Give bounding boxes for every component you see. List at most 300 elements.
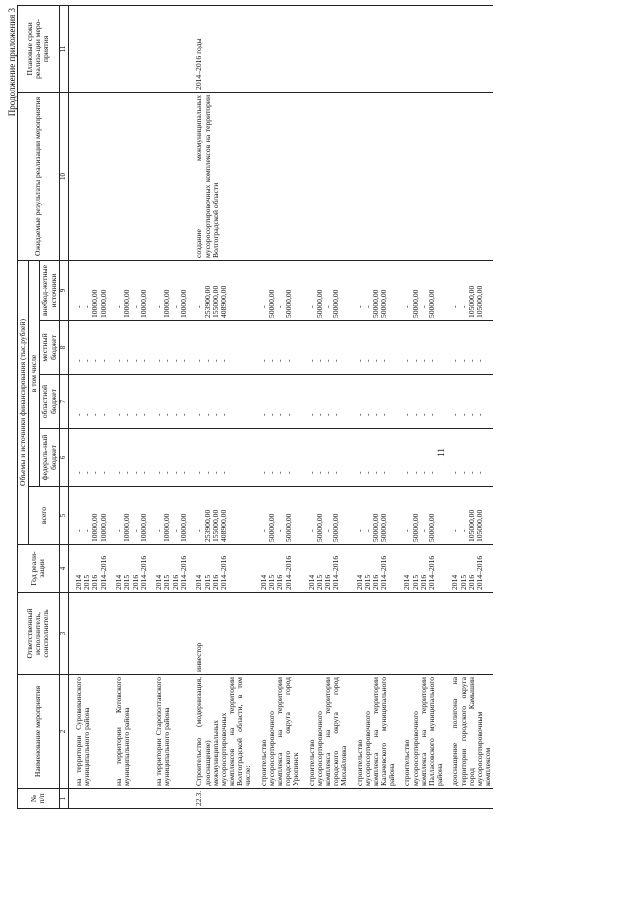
header-federal: федераль-ный бюджет <box>40 429 59 487</box>
row-regional <box>254 375 302 429</box>
row-extra-value: 50000,00 <box>331 289 341 318</box>
column-number: 4 <box>59 545 68 593</box>
row-local-value: - <box>331 359 341 362</box>
row-regional-value: - <box>138 413 148 416</box>
column-number: 7 <box>59 375 68 429</box>
table-row <box>109 5 149 808</box>
row-extra-value: 50000,00 <box>427 289 437 318</box>
row-number <box>302 789 350 809</box>
row-term <box>254 5 302 92</box>
row-federal-value: - <box>379 471 389 474</box>
row-extra <box>109 260 149 320</box>
row-total-value: 50000,00 <box>427 513 437 542</box>
row-federal-value: - <box>410 471 420 474</box>
row-extra-value: 50000,00 <box>379 289 389 318</box>
row-federal <box>254 429 302 487</box>
row-federal-value: - <box>162 471 172 474</box>
row-years-value: 2015 <box>458 574 468 590</box>
row-name: на территории Суровикинского муниципального района <box>68 675 109 789</box>
column-number: 9 <box>59 260 68 320</box>
column-number: 10 <box>59 92 68 260</box>
row-total-value: 50000,00 <box>379 513 389 542</box>
row-result: создание межмуниципальных мусоросортировочных комплексов на территории Волгоградской области <box>189 92 253 260</box>
header-volumes: Объемы и источники финансирования (тыс.рублей) <box>18 260 29 544</box>
row-regional <box>189 375 253 429</box>
row-name: на территории Старополтавского муниципального района <box>149 675 189 789</box>
row-total-value: 10000,00 <box>138 513 148 542</box>
row-years-value: 2014–2016 <box>98 555 108 590</box>
row-extra-value: - <box>362 305 372 308</box>
row-total-value: 10000,00 <box>162 513 172 542</box>
row-regional-value: - <box>362 413 372 416</box>
row-total-value: - <box>402 529 412 532</box>
row-name: на территории Котовского муниципального района <box>109 675 149 789</box>
row-local-value: - <box>458 359 468 362</box>
row-years-value: 2016 <box>210 574 220 590</box>
row-total <box>149 487 189 545</box>
row-extra <box>302 260 350 320</box>
row-years-value: 2014–2016 <box>138 555 148 590</box>
column-number: 5 <box>59 487 68 545</box>
row-years-value: 2014–2016 <box>219 555 229 590</box>
row-regional-value: - <box>314 413 324 416</box>
header-local: местный бюджет <box>40 321 59 375</box>
row-federal-value: - <box>362 471 372 474</box>
row-regional-value: - <box>130 413 140 416</box>
row-extra <box>445 260 493 320</box>
row-years-value: 2014–2016 <box>427 555 437 590</box>
row-years-value: 2014 <box>113 574 123 590</box>
row-extra-value: 10000,00 <box>122 289 132 318</box>
row-result <box>254 92 302 260</box>
row-local-value: - <box>275 359 285 362</box>
row-regional-value: - <box>82 413 92 416</box>
row-term: 2014–2016 годы <box>189 5 253 92</box>
row-federal-value: - <box>179 471 189 474</box>
row-local <box>397 321 445 375</box>
row-federal-value: - <box>475 471 485 474</box>
row-local-value: - <box>354 359 364 362</box>
row-federal-value: - <box>210 471 220 474</box>
row-federal-value: - <box>90 471 100 474</box>
row-total-value: 10000,00 <box>122 513 132 542</box>
row-total-value: - <box>419 529 429 532</box>
table-row <box>254 5 302 808</box>
row-responsible <box>350 593 398 675</box>
row-federal-value: - <box>371 471 381 474</box>
row-years-value: 2015 <box>82 574 92 590</box>
row-regional-value: - <box>427 413 437 416</box>
row-name: строительство мусоросортировочного комплекса на территории Палласовского муниципального района <box>397 675 445 789</box>
row-total-value: - <box>450 529 460 532</box>
row-years <box>254 545 302 593</box>
row-extra-value: 155000,00 <box>210 285 220 318</box>
row-local-value: - <box>371 359 381 362</box>
row-extra-value: - <box>113 305 123 308</box>
row-federal <box>350 429 398 487</box>
row-total <box>189 487 253 545</box>
row-local <box>254 321 302 375</box>
row-regional-value: - <box>458 413 468 416</box>
row-total-value: - <box>73 529 83 532</box>
row-total-value: - <box>275 529 285 532</box>
row-result <box>149 92 189 260</box>
row-extra <box>350 260 398 320</box>
row-responsible <box>149 593 189 675</box>
row-term <box>68 5 109 92</box>
row-extra-value: - <box>194 305 204 308</box>
row-federal-value: - <box>419 471 429 474</box>
row-responsible: инвестор <box>189 593 253 675</box>
row-regional-value: - <box>202 413 212 416</box>
row-local-value: - <box>219 359 229 362</box>
row-name: строительство мусоросортировочного комплекса на территории городского округа город Михайловка <box>302 675 350 789</box>
row-regional-value: - <box>371 413 381 416</box>
row-federal <box>109 429 149 487</box>
row-years-value: 2016 <box>275 574 285 590</box>
row-extra-value: 10000,00 <box>162 289 172 318</box>
row-result <box>302 92 350 260</box>
row-years-value: 2016 <box>466 574 476 590</box>
row-result <box>445 92 493 260</box>
row-local-value: - <box>419 359 429 362</box>
row-federal-value: - <box>458 471 468 474</box>
row-years-value: 2016 <box>170 574 180 590</box>
row-local-value: - <box>410 359 420 362</box>
row-years <box>68 545 109 593</box>
row-years-value: 2015 <box>314 574 324 590</box>
row-federal-value: - <box>314 471 324 474</box>
row-regional <box>350 375 398 429</box>
row-federal-value: - <box>202 471 212 474</box>
financing-table <box>17 5 493 809</box>
row-regional-value: - <box>419 413 429 416</box>
row-regional-value: - <box>410 413 420 416</box>
row-federal-value: - <box>113 471 123 474</box>
row-responsible <box>68 593 109 675</box>
row-regional-value: - <box>266 413 276 416</box>
row-federal-value: - <box>258 471 268 474</box>
row-total <box>109 487 149 545</box>
row-total-value: 10000,00 <box>179 513 189 542</box>
row-federal <box>149 429 189 487</box>
row-federal-value: - <box>130 471 140 474</box>
row-federal-value: - <box>450 471 460 474</box>
row-local-value: - <box>194 359 204 362</box>
row-regional <box>149 375 189 429</box>
table-row <box>149 5 189 808</box>
row-local-value: - <box>450 359 460 362</box>
column-number: 11 <box>59 5 68 92</box>
row-extra-value: 253900,00 <box>202 285 212 318</box>
row-extra-value: 10000,00 <box>179 289 189 318</box>
row-extra-value: - <box>170 305 180 308</box>
table-header <box>18 5 69 808</box>
row-years-value: 2014 <box>154 574 164 590</box>
row-federal-value: - <box>154 471 164 474</box>
row-federal-value: - <box>98 471 108 474</box>
row-number <box>350 789 398 809</box>
row-years-value: 2014–2016 <box>331 555 341 590</box>
row-extra-value: - <box>458 305 468 308</box>
column-number: 1 <box>59 789 68 809</box>
row-years <box>189 545 253 593</box>
row-federal <box>445 429 493 487</box>
row-extra-value: 105000,00 <box>466 285 476 318</box>
row-total <box>254 487 302 545</box>
row-total-value: - <box>258 529 268 532</box>
row-total <box>350 487 398 545</box>
row-local <box>302 321 350 375</box>
row-local <box>109 321 149 375</box>
row-regional-value: - <box>219 413 229 416</box>
header-incl: в том числе <box>29 260 40 486</box>
row-years-value: 2014 <box>402 574 412 590</box>
row-regional <box>302 375 350 429</box>
row-years-value: 2014 <box>354 574 364 590</box>
row-local-value: - <box>475 359 485 362</box>
row-total-value: 408900,00 <box>219 509 229 542</box>
row-extra-value: - <box>323 305 333 308</box>
row-years-value: 2014–2016 <box>475 555 485 590</box>
row-federal-value: - <box>402 471 412 474</box>
row-regional-value: - <box>122 413 132 416</box>
row-regional-value: - <box>275 413 285 416</box>
row-term <box>109 5 149 92</box>
row-federal-value: - <box>427 471 437 474</box>
row-number <box>149 789 189 809</box>
row-federal <box>68 429 109 487</box>
row-local-value: - <box>210 359 220 362</box>
row-regional-value: - <box>354 413 364 416</box>
row-regional-value: - <box>258 413 268 416</box>
row-result <box>109 92 149 260</box>
row-extra <box>189 260 253 320</box>
header-regional: областной бюджет <box>40 375 59 429</box>
row-total <box>397 487 445 545</box>
row-federal-value: - <box>354 471 364 474</box>
row-local-value: - <box>427 359 437 362</box>
row-years-value: 2014–2016 <box>283 555 293 590</box>
row-extra-value: 408900,00 <box>219 285 229 318</box>
row-responsible <box>254 593 302 675</box>
row-local-value: - <box>306 359 316 362</box>
row-regional-value: - <box>98 413 108 416</box>
row-local-value: - <box>283 359 293 362</box>
row-total-value: - <box>323 529 333 532</box>
row-federal-value: - <box>170 471 180 474</box>
row-local-value: - <box>402 359 412 362</box>
row-total-value: 50000,00 <box>266 513 276 542</box>
row-total-value: - <box>154 529 164 532</box>
row-years-value: 2014 <box>450 574 460 590</box>
row-local-value: - <box>98 359 108 362</box>
row-regional <box>445 375 493 429</box>
row-years-value: 2014–2016 <box>379 555 389 590</box>
row-federal-value: - <box>138 471 148 474</box>
row-total <box>445 487 493 545</box>
table-body <box>68 5 493 808</box>
row-years <box>445 545 493 593</box>
row-extra-value: 105000,00 <box>475 285 485 318</box>
row-years <box>302 545 350 593</box>
row-responsible <box>302 593 350 675</box>
table-row <box>350 5 398 808</box>
row-years-value: 2014–2016 <box>179 555 189 590</box>
row-number: 22.3. <box>189 789 253 809</box>
row-years-value: 2015 <box>122 574 132 590</box>
row-federal-value: - <box>73 471 83 474</box>
row-regional-value: - <box>210 413 220 416</box>
row-regional-value: - <box>306 413 316 416</box>
row-term <box>302 5 350 92</box>
row-regional <box>68 375 109 429</box>
row-total <box>302 487 350 545</box>
row-years-value: 2015 <box>362 574 372 590</box>
row-local-value: - <box>379 359 389 362</box>
row-name: строительство мусоросортировочного комплекса на территории городского округа город Урюпинск <box>254 675 302 789</box>
row-total-value: - <box>113 529 123 532</box>
row-federal-value: - <box>283 471 293 474</box>
column-number: 2 <box>59 675 68 789</box>
row-federal <box>189 429 253 487</box>
row-responsible <box>445 593 493 675</box>
page-number: 11 <box>436 448 446 457</box>
row-local <box>445 321 493 375</box>
row-federal-value: - <box>306 471 316 474</box>
row-federal-value: - <box>266 471 276 474</box>
row-extra-value: 10000,00 <box>98 289 108 318</box>
row-regional-value: - <box>379 413 389 416</box>
row-local-value: - <box>314 359 324 362</box>
row-total-value: 50000,00 <box>283 513 293 542</box>
row-extra-value: - <box>82 305 92 308</box>
row-years-value: 2015 <box>410 574 420 590</box>
row-years <box>109 545 149 593</box>
row-local-value: - <box>130 359 140 362</box>
row-total-value: 10000,00 <box>90 513 100 542</box>
row-regional-value: - <box>90 413 100 416</box>
row-extra-value: - <box>419 305 429 308</box>
row-local-value: - <box>154 359 164 362</box>
row-regional-value: - <box>402 413 412 416</box>
row-name: дооснащение полигона на территории городского округа город Камышин мусоросортировочным комплексом <box>445 675 493 789</box>
row-local-value: - <box>170 359 180 362</box>
row-extra-value: 10000,00 <box>90 289 100 318</box>
row-extra-value: 50000,00 <box>266 289 276 318</box>
header-no: № п/п <box>18 789 60 809</box>
row-regional <box>397 375 445 429</box>
row-years-value: 2014 <box>306 574 316 590</box>
row-years-value: 2016 <box>90 574 100 590</box>
header-year: Год реали-зации <box>18 545 60 593</box>
row-extra-value: 50000,00 <box>283 289 293 318</box>
row-total-value: - <box>170 529 180 532</box>
row-number <box>397 789 445 809</box>
row-total <box>68 487 109 545</box>
row-years <box>350 545 398 593</box>
row-extra-value: - <box>402 305 412 308</box>
row-local-value: - <box>323 359 333 362</box>
row-extra-value: - <box>275 305 285 308</box>
row-total-value: 50000,00 <box>331 513 341 542</box>
row-regional-value: - <box>113 413 123 416</box>
row-years-value: 2016 <box>419 574 429 590</box>
row-federal-value: - <box>323 471 333 474</box>
row-total-value: 10000,00 <box>98 513 108 542</box>
row-local <box>350 321 398 375</box>
row-total-value: - <box>306 529 316 532</box>
row-total-value: 253900,00 <box>202 509 212 542</box>
row-extra-value: 50000,00 <box>371 289 381 318</box>
column-numbers-row <box>59 5 68 808</box>
table-row <box>68 5 109 808</box>
row-local-value: - <box>73 359 83 362</box>
row-number <box>254 789 302 809</box>
row-extra-value: - <box>354 305 364 308</box>
table-row <box>397 5 445 808</box>
row-years-value: 2016 <box>323 574 333 590</box>
header-responsible: Ответственный исполнитель, соисполнитель <box>18 593 60 675</box>
row-extra-value: - <box>73 305 83 308</box>
row-federal-value: - <box>331 471 341 474</box>
row-federal-value: - <box>275 471 285 474</box>
row-local-value: - <box>202 359 212 362</box>
column-number: 8 <box>59 321 68 375</box>
row-local-value: - <box>266 359 276 362</box>
row-term <box>350 5 398 92</box>
column-number: 6 <box>59 429 68 487</box>
row-local <box>149 321 189 375</box>
header-total: всего <box>29 487 60 545</box>
header-extra: внебюд-жетные источники <box>40 260 59 320</box>
row-federal-value: - <box>82 471 92 474</box>
row-number <box>109 789 149 809</box>
row-total-value: - <box>458 529 468 532</box>
row-extra-value: - <box>154 305 164 308</box>
row-regional-value: - <box>331 413 341 416</box>
row-federal-value: - <box>219 471 229 474</box>
row-responsible <box>109 593 149 675</box>
row-years-value: 2014 <box>258 574 268 590</box>
row-extra-value: - <box>306 305 316 308</box>
continuation-title: Продолжение приложения 3 <box>7 8 17 117</box>
row-term <box>397 5 445 92</box>
row-federal-value: - <box>194 471 204 474</box>
row-local-value: - <box>90 359 100 362</box>
row-number <box>445 789 493 809</box>
row-local-value: - <box>138 359 148 362</box>
row-federal-value: - <box>122 471 132 474</box>
row-extra <box>68 260 109 320</box>
row-years-value: 2016 <box>130 574 140 590</box>
row-total-value: - <box>194 529 204 532</box>
row-local-value: - <box>82 359 92 362</box>
row-local-value: - <box>122 359 132 362</box>
row-local-value: - <box>258 359 268 362</box>
header-terms: Плановые сроки реализа-ции меро-приятия <box>18 5 60 92</box>
row-total-value: 105000,00 <box>475 509 485 542</box>
row-extra-value: 10000,00 <box>138 289 148 318</box>
header-name: Наименование мероприятия <box>18 675 60 789</box>
header-results: Ожидаемые результаты реализации мероприятия <box>18 92 60 260</box>
row-total-value: - <box>82 529 92 532</box>
row-name: строительство мусоросортировочного комплекса на территории Калачевского муниципального района <box>350 675 398 789</box>
row-total-value: - <box>354 529 364 532</box>
row-total-value: 105000,00 <box>466 509 476 542</box>
row-local <box>189 321 253 375</box>
row-local-value: - <box>362 359 372 362</box>
